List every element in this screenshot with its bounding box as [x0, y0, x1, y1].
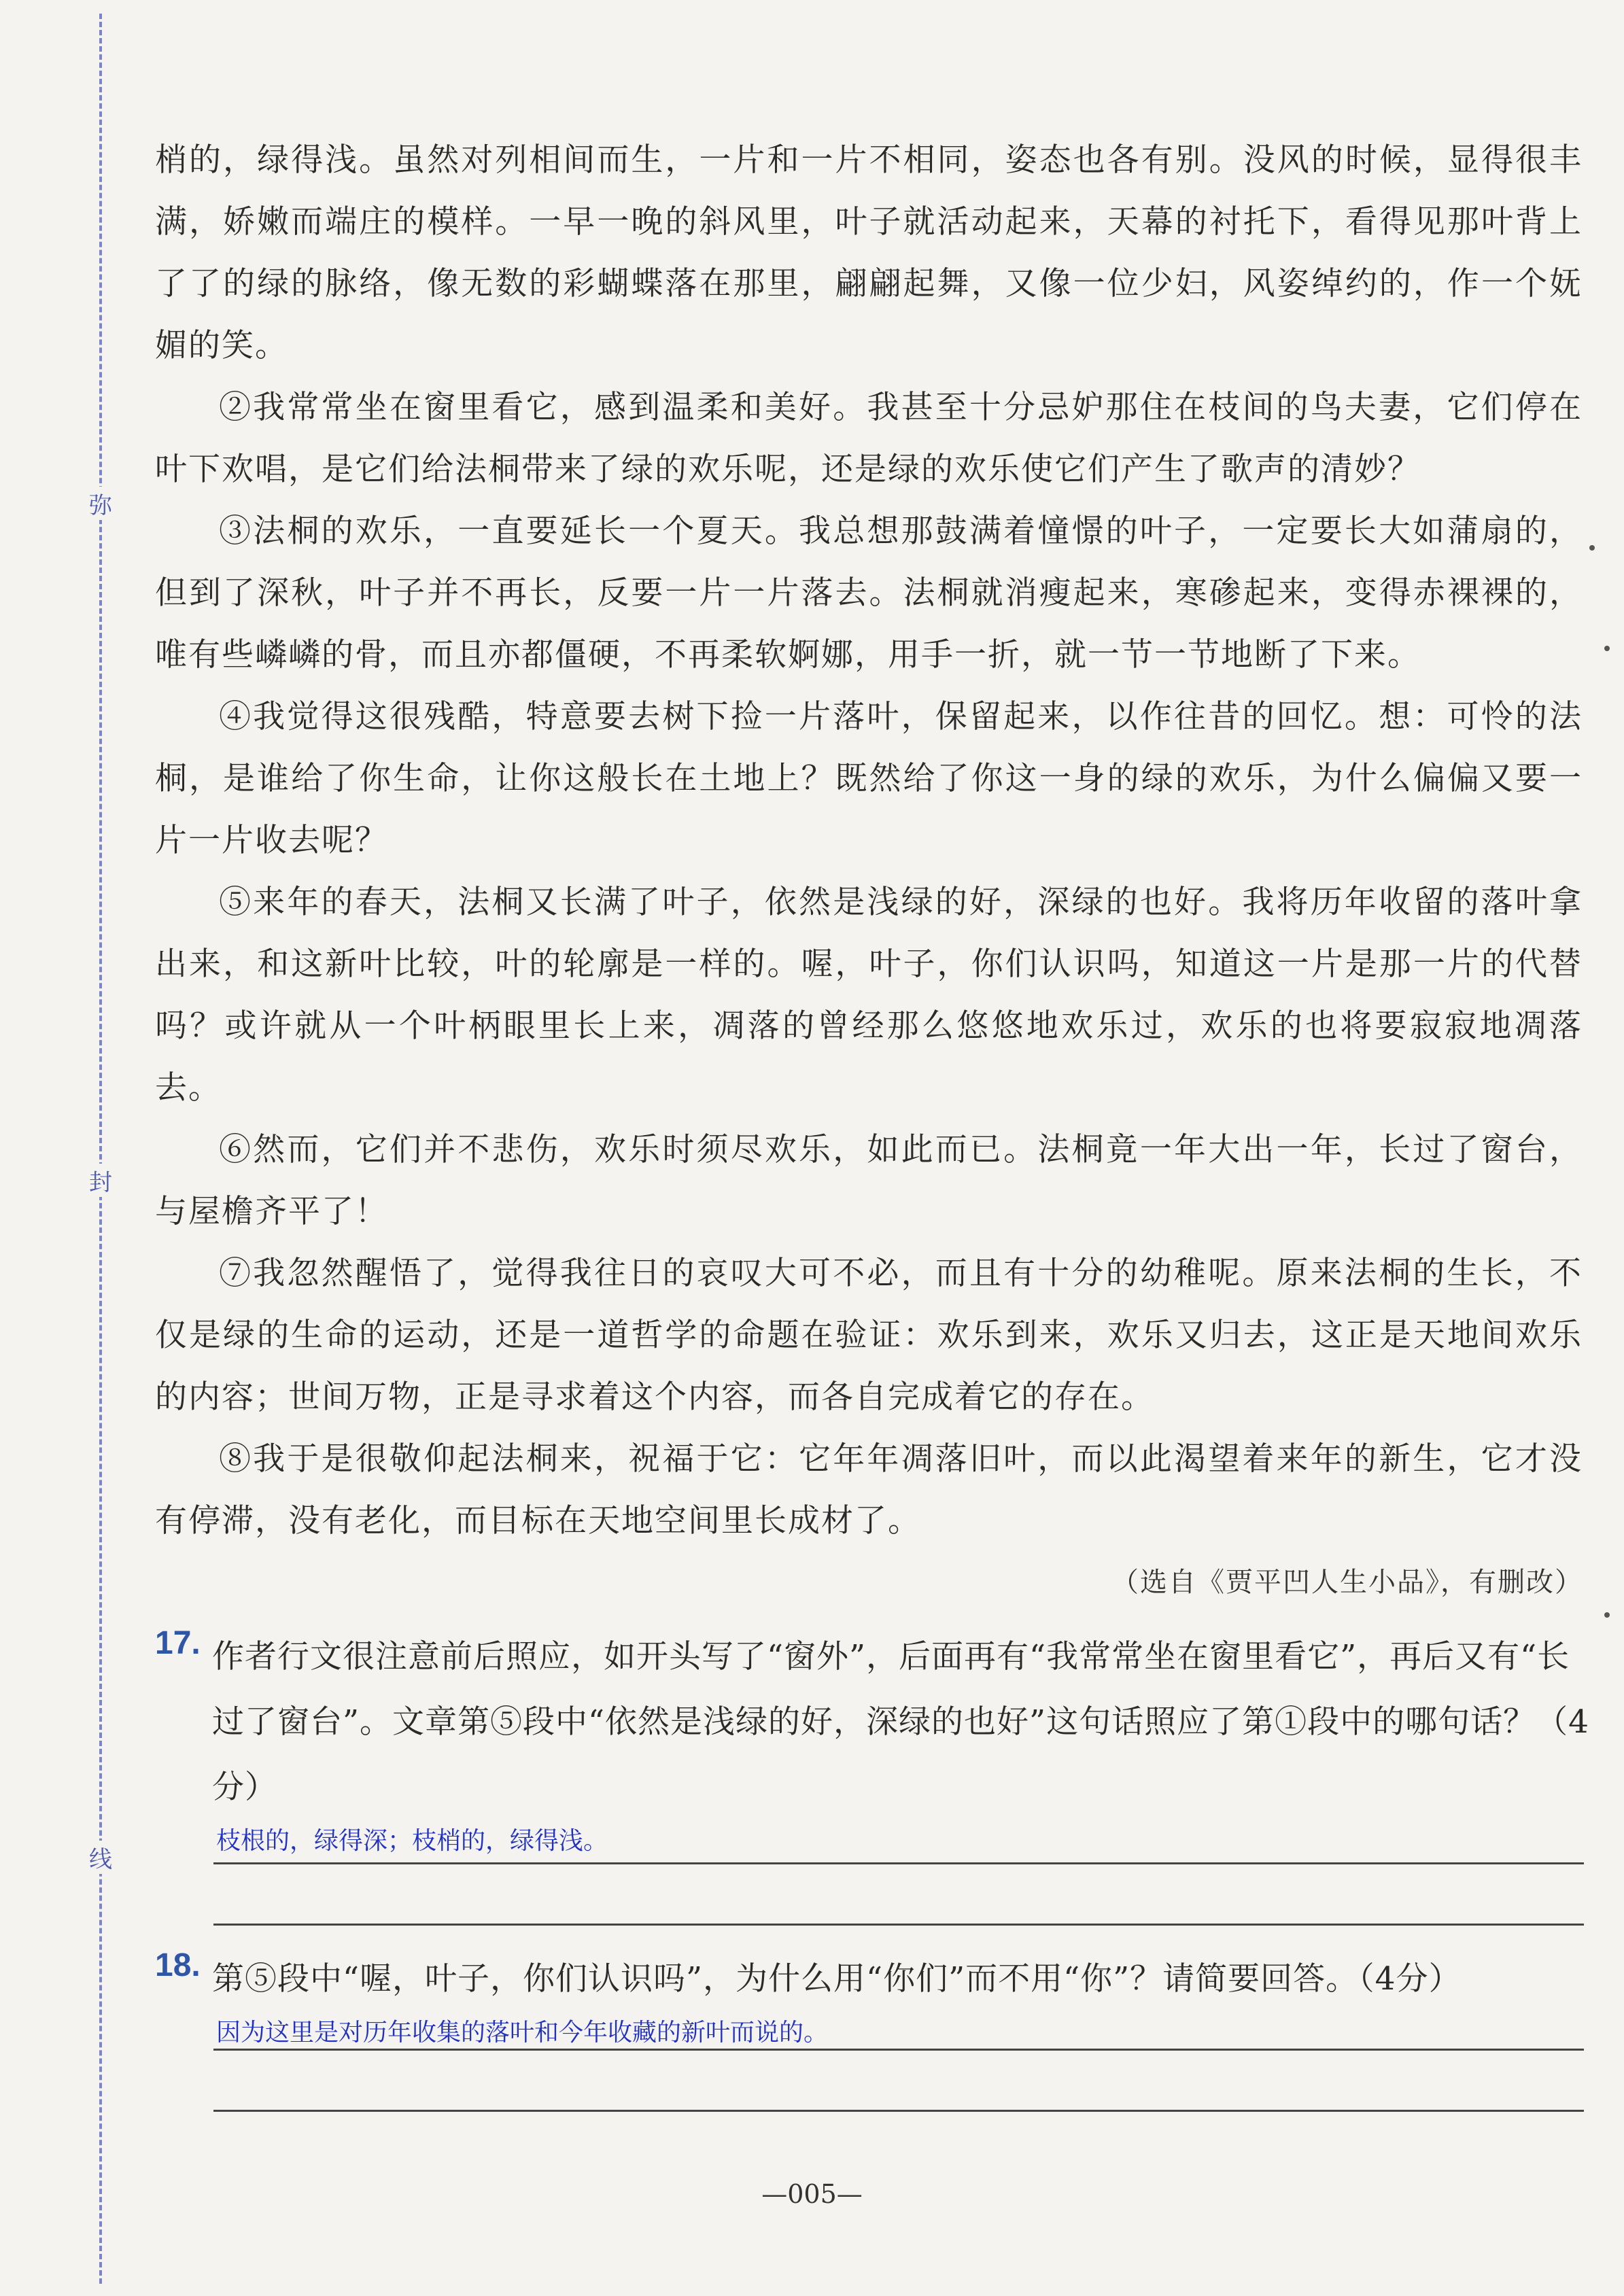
paragraph-4: ④我觉得这很残酷，特意要去树下捡一片落叶，保留起来，以作往昔的回忆。想：可怜的法桐，是谁给了你生命，让你这般长在土地上？既然给了你这一身的绿的欢乐，为什么偏偏又要一片一片收去呢？ [155, 698, 1583, 859]
question-text: 第⑤段中“喔，叶子，你们认识吗”，为什么用“你们”而不用“你”？请简要回答。（4分） [212, 1960, 1462, 1998]
answer-line[interactable] [213, 1924, 1584, 1926]
question-17 [155, 1624, 1589, 1820]
margin-dot [1604, 646, 1610, 651]
paragraph-1-continued: 梢的，绿得浅。虽然对列相间而生，一片和一片不相同，姿态也各有别。没风的时候，显得很丰满，娇嫩而端庄的模样。一早一晚的斜风里，叶子就活动起来，天幕的衬托下，看得见那叶背上了了的绿的脉络，像无数的彩蝴蝶落在那里，翩翩起舞，又像一位少妇，风姿绰约的，作一个妩媚的笑。 [155, 141, 1583, 364]
paragraph-2: ②我常常坐在窗里看它，感到温柔和美好。我甚至十分忌妒那住在枝间的鸟夫妻，它们停在叶下欢唱，是它们给法桐带来了绿的欢乐呢，还是绿的欢乐使它们产生了歌声的清妙？ [155, 389, 1583, 488]
answer-line[interactable] [213, 2110, 1584, 2112]
question-18 [155, 1947, 1589, 2012]
paragraph-8: ⑧我于是很敬仰起法桐来，祝福于它：它年年凋落旧叶，而以此渴望着来年的新生，它才没有停滞，没有老化，而目标在天地空间里长成材了。 [155, 1440, 1583, 1540]
page-number: —005— [761, 2179, 863, 2209]
question-number: 18. [155, 1947, 201, 1983]
paragraph-3: ③法桐的欢乐，一直要延长一个夏天。我总想那鼓满着憧憬的叶子，一定要长大如蒲扇的，但到了深秋，叶子并不再长，反要一片一片落去。法桐就消瘦起来，寒碜起来，变得赤裸裸的，唯有些嶙嶙的骨，而且亦都僵硬，不再柔软婀娜，用手一折，就一节一节地断了下来。 [155, 512, 1583, 674]
answer-17-handwritten: 枝根的，绿得深；枝梢的，绿得浅。 [216, 1827, 608, 1855]
paragraph-6: ⑥然而，它们并不悲伤，欢乐时须尽欢乐，如此而已。法桐竟一年大出一年，长过了窗台，与屋檐齐平了！ [155, 1131, 1583, 1230]
reading-passage [155, 129, 1583, 1552]
binding-mark-xian: 线 [87, 1841, 114, 1874]
binding-mark-feng: 封 [87, 1164, 114, 1197]
answer-line[interactable] [213, 1862, 1584, 1864]
answer-line[interactable] [213, 2049, 1584, 2051]
binding-dashed-line [99, 14, 102, 2284]
passage-source: （选自《贾平凹人生小品》，有删改） [1111, 1567, 1583, 1598]
answer-18-handwritten: 因为这里是对历年收集的落叶和今年收藏的新叶而说的。 [216, 2019, 829, 2047]
question-number: 17. [155, 1625, 201, 1661]
margin-dot [1589, 545, 1595, 551]
paragraph-5: ⑤来年的春天，法桐又长满了叶子，依然是浅绿的好，深绿的也好。我将历年收留的落叶拿出来，和这新叶比较，叶的轮廓是一样的。喔，叶子，你们认识吗，知道这一片是那一片的代替吗？或许就从一个叶柄眼里长上来，凋落的曾经那么悠悠地欢乐过，欢乐的也将要寂寂地凋落去。 [155, 884, 1583, 1107]
binding-mark-mi: 弥 [87, 487, 114, 520]
question-text: 作者行文很注意前后照应，如开头写了“窗外”，后面再有“我常常坐在窗里看它”，再后又有“长过了窗台”。文章第⑤段中“依然是浅绿的好，深绿的也好”这句话照应了第①段中的哪句话？（4分） [212, 1638, 1589, 1806]
paragraph-7: ⑦我忽然醒悟了，觉得我往日的哀叹大可不必，而且有十分的幼稚呢。原来法桐的生长，不仅是绿的生命的运动，还是一道哲学的命题在验证：欢乐到来，欢乐又归去，这正是天地间欢乐的内容；世间万物，正是寻求着这个内容，而各自完成着它的存在。 [155, 1255, 1583, 1416]
margin-dot [1604, 1612, 1610, 1618]
